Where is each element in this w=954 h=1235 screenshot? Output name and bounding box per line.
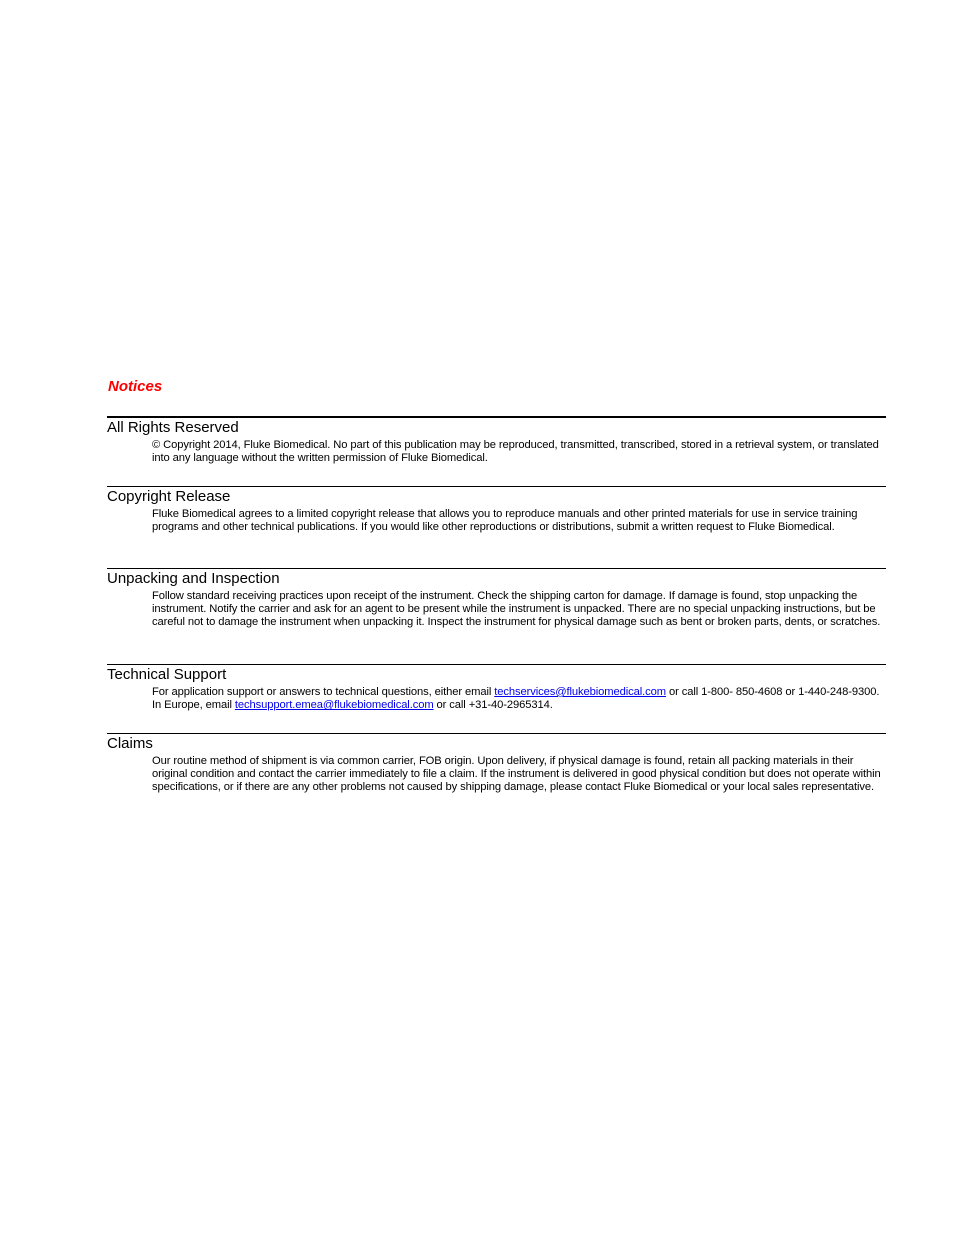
section-heading: Copyright Release [107,488,231,505]
section-all-rights-reserved [107,416,886,465]
section-body [152,686,886,712]
body-text: or call +31-40-2965314. [433,699,553,712]
section-claims [107,733,886,795]
section-copyright-release [107,486,886,534]
section-heading: All Rights Reserved [107,419,239,436]
section-technical-support [107,664,886,712]
section-body: Our routine method of shipment is via common carrier, FOB origin. Upon delivery, if physical damage is found, retain all packing materials in their original condition and contact the carrier immediately to file a claim. If the instrument is delivered in good physical condition but does not operate within specifications, or if there are any other problems not caused by shipping damage, please contact Fluke Biomedical or your local sales representative. [152,755,881,794]
section-heading: Claims [107,735,153,752]
section-unpacking-and-inspection [107,568,886,630]
section-heading: Technical Support [107,666,227,683]
section-body: Fluke Biomedical agrees to a limited copyright release that allows you to reproduce manuals and other printed materials for use in service training programs and other technical publications. If you would like other reproductions or distributions, submit a written request to Fluke Biomedical. [152,508,858,534]
section-body: © Copyright 2014, Fluke Biomedical. No part of this publication may be reproduced, transmitted, transcribed, stored in a retrieval system, or translated into any language without the written permission of Fluke Biomedical. [152,439,879,465]
body-text: or call 1-800- 850-4608 or 1-440-248-9300. In Europe, email [152,686,880,712]
techservices-email-link[interactable]: techservices@flukebiomedical.com [494,686,666,698]
section-body: Follow standard receiving practices upon receipt of the instrument. Check the shipping carton for damage. If damage is found, stop unpacking the instrument. Notify the carrier and ask for an agent to be present while the instrument is unpacked. There are no special unpacking instructions, but be careful not to damage the instrument when unpacking it. Inspect the instrument for physical damage such as bent or broken parts, dents, or scratches. [152,590,881,629]
body-text: For application support or answers to technical questions, either email [152,686,495,698]
techsupport-emea-email-link[interactable]: techsupport.emea@flukebiomedical.com [234,699,434,712]
section-heading: Unpacking and Inspection [107,570,280,587]
page-title: Notices [108,378,163,395]
